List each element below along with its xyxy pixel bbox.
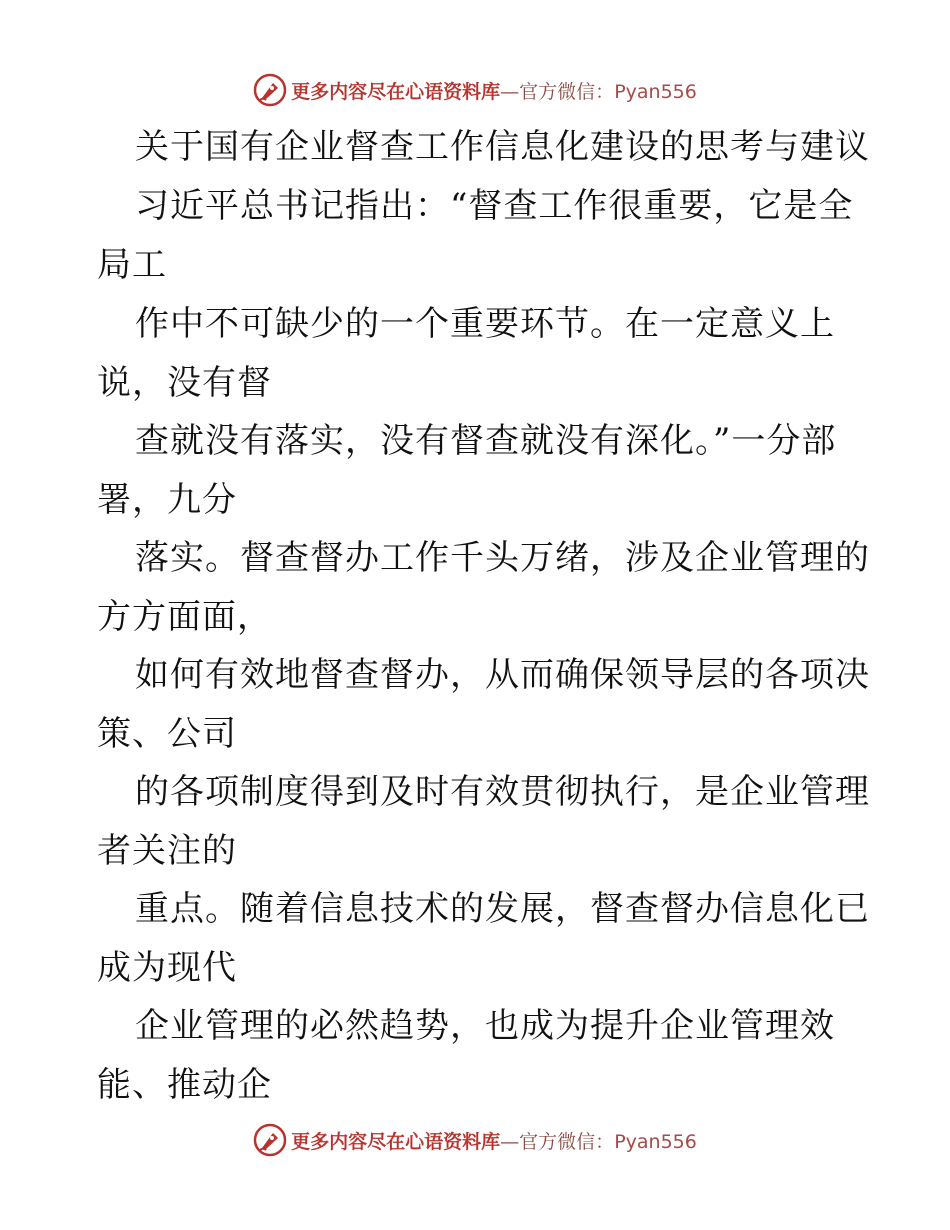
text-line: 企业管理的必然趋势，也成为提升企业管理效 bbox=[135, 1006, 835, 1046]
text-line: 成为现代 bbox=[97, 948, 237, 988]
text-line: 方方面面， bbox=[97, 597, 272, 637]
text-line: 的各项制度得到及时有效贯彻执行，是企业管理 bbox=[135, 772, 870, 812]
pen-nib-logo-icon bbox=[253, 73, 287, 107]
text-line: 者关注的 bbox=[97, 831, 237, 871]
text-line: 落实。督查督办工作千头万绪，涉及企业管理的 bbox=[135, 538, 870, 578]
footer-watermark bbox=[0, 1120, 950, 1160]
text-line: 习近平总书记指出：“督查工作很重要，它是全 bbox=[135, 186, 854, 226]
watermark-text bbox=[291, 77, 697, 104]
text-line: 作中不可缺少的一个重要环节。在一定意义上 bbox=[135, 304, 835, 344]
watermark-site-name: 更多内容尽在心语资料库 bbox=[291, 80, 501, 103]
watermark-wechat-label: —官方微信： bbox=[500, 1130, 615, 1153]
watermark-text bbox=[291, 1127, 697, 1154]
text-line: 策、公司 bbox=[97, 714, 237, 754]
watermark-wechat-id: Pyan556 bbox=[614, 80, 697, 103]
header-watermark bbox=[0, 70, 950, 110]
pen-nib-logo-icon bbox=[253, 1123, 287, 1157]
watermark-site-name: 更多内容尽在心语资料库 bbox=[291, 1130, 501, 1153]
text-line: 署，九分 bbox=[97, 480, 237, 520]
watermark-wechat-id: Pyan556 bbox=[614, 1130, 697, 1153]
watermark-wechat-label: —官方微信： bbox=[500, 80, 615, 103]
text-line: 说，没有督 bbox=[97, 363, 272, 403]
text-line: 能、推动企 bbox=[97, 1065, 272, 1105]
document-title: 关于国有企业督查工作信息化建设的思考与建议 bbox=[135, 127, 870, 167]
text-line: 如何有效地督查督办，从而确保领导层的各项决 bbox=[135, 655, 870, 695]
text-line: 重点。随着信息技术的发展，督查督办信息化已 bbox=[135, 889, 870, 929]
text-line: 查就没有落实，没有督查就没有深化。”一分部 bbox=[135, 421, 837, 461]
text-line: 局工 bbox=[97, 245, 167, 285]
